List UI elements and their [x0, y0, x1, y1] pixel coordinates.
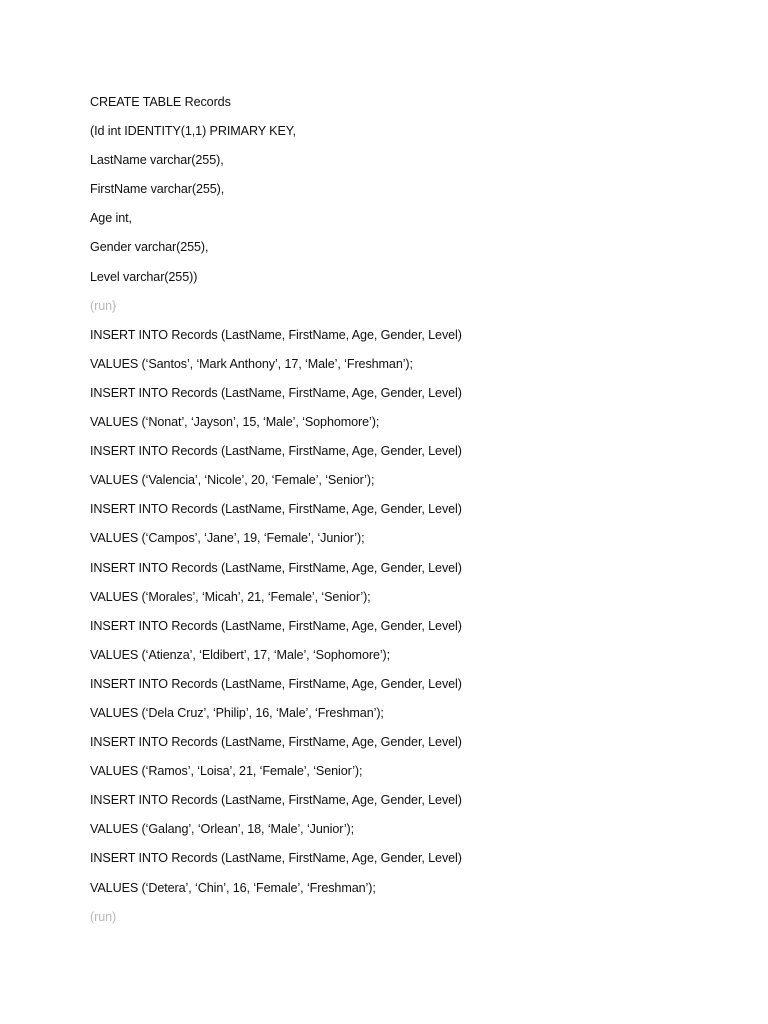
sql-line: (Id int IDENTITY(1,1) PRIMARY KEY, — [90, 124, 296, 139]
run-marker: (run} — [90, 298, 117, 313]
document-body[interactable] — [90, 92, 730, 936]
sql-line: VALUES (‘Valencia’, ‘Nicole’, 20, ‘Female’, ‘Senior’); — [90, 473, 375, 488]
sql-line: INSERT INTO Records (LastName, FirstName, Age, Gender, Level) — [90, 793, 462, 808]
sql-line: INSERT INTO Records (LastName, FirstName, Age, Gender, Level) — [90, 560, 462, 575]
sql-line: INSERT INTO Records (LastName, FirstName, Age, Gender, Level) — [90, 676, 462, 691]
sql-line: CREATE TABLE Records — [90, 95, 231, 109]
sql-line: VALUES (‘Ramos’, ‘Loisa’, 21, ‘Female’, ‘Senior’); — [90, 764, 363, 779]
sql-line: Age int, — [90, 211, 132, 226]
sql-line: INSERT INTO Records (LastName, FirstName, Age, Gender, Level) — [90, 851, 462, 866]
sql-line: VALUES (‘Detera’, ‘Chin’, 16, ‘Female’, ‘Freshman’); — [90, 880, 376, 895]
sql-line: INSERT INTO Records (LastName, FirstName, Age, Gender, Level) — [90, 618, 462, 633]
sql-line: INSERT INTO Records (LastName, FirstName, Age, Gender, Level) — [90, 385, 462, 400]
sql-line: INSERT INTO Records (LastName, FirstName, Age, Gender, Level) — [90, 502, 462, 517]
sql-line: VALUES (‘Morales’, ‘Micah’, 21, ‘Female’, ‘Senior’); — [90, 589, 371, 604]
sql-line: VALUES (‘Campos’, ‘Jane’, 19, ‘Female’, ‘Junior’); — [90, 531, 365, 546]
sql-line: VALUES (‘Santos’, ‘Mark Anthony’, 17, ‘Male’, ‘Freshman’); — [90, 356, 413, 371]
sql-line: Level varchar(255)) — [90, 269, 198, 284]
sql-line: INSERT INTO Records (LastName, FirstName, Age, Gender, Level) — [90, 735, 462, 750]
sql-line: VALUES (‘Nonat’, ‘Jayson’, 15, ‘Male’, ‘Sophomore’); — [90, 415, 380, 430]
sql-line: INSERT INTO Records (LastName, FirstName, Age, Gender, Level) — [90, 444, 462, 459]
sql-line: Gender varchar(255), — [90, 240, 209, 255]
sql-line: LastName varchar(255), — [90, 153, 224, 168]
run-marker: (run) — [90, 909, 117, 924]
sql-line: INSERT INTO Records (LastName, FirstName, Age, Gender, Level) — [90, 327, 462, 342]
sql-line: VALUES (‘Galang’, ‘Orlean’, 18, ‘Male’, ‘Junior’); — [90, 822, 355, 837]
sql-line: VALUES (‘Dela Cruz’, ‘Philip’, 16, ‘Male’, ‘Freshman’); — [90, 705, 384, 720]
sql-line: VALUES (‘Atienza’, ‘Eldibert’, 17, ‘Male’, ‘Sophomore’); — [90, 647, 391, 662]
sql-line: FirstName varchar(255), — [90, 182, 225, 197]
